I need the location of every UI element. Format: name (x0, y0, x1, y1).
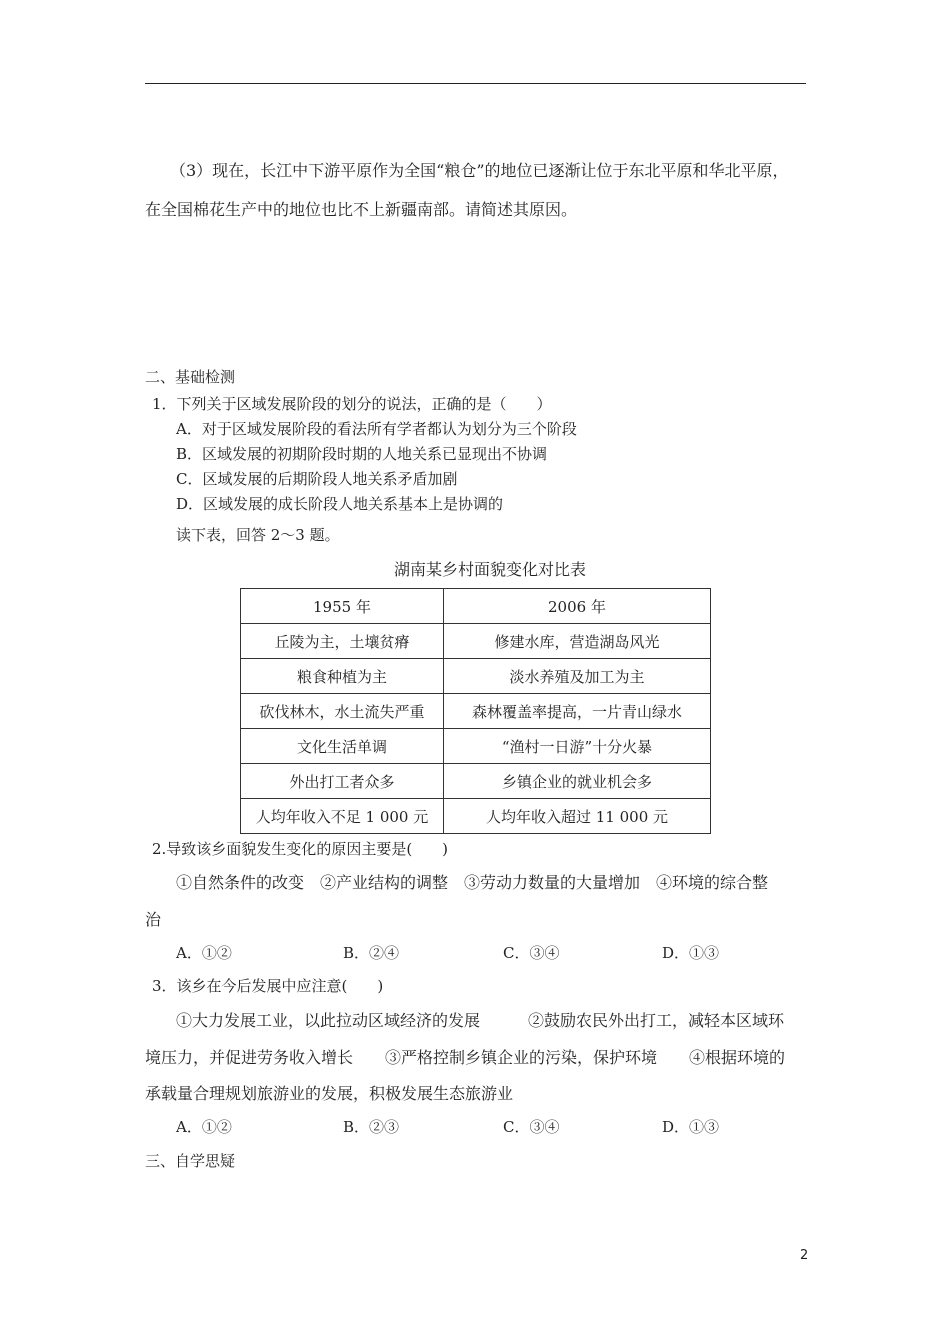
read-table-instruction: 读下表，回答 2～3 题。 (176, 526, 340, 544)
q2-option-d: D．①③ (662, 944, 720, 962)
q1-option-c: C．区域发展的后期阶段人地关系矛盾加剧 (176, 470, 458, 488)
table-cell: “渔村一日游”十分火暴 (444, 729, 711, 764)
q3-stem: 3．该乡在今后发展中应注意( ) (152, 977, 384, 995)
table-cell: 人均年收入超过 11 000 元 (444, 799, 711, 834)
comparison-table (240, 588, 711, 834)
q3-option-a: A．①② (176, 1118, 232, 1136)
section3-heading: 三、自学思疑 (145, 1152, 236, 1170)
table-cell: 外出打工者众多 (241, 764, 444, 799)
q2-option-a: A．①② (176, 944, 232, 962)
table-cell: 文化生活单调 (241, 729, 444, 764)
table-cell: 砍伐林木，水土流失严重 (241, 694, 444, 729)
table-title: 湖南某乡村面貌变化对比表 (394, 560, 587, 579)
header-rule (145, 83, 806, 84)
table-row (241, 659, 711, 694)
table-row (241, 764, 711, 799)
q1-option-d: D．区域发展的成长阶段人地关系基本上是协调的 (176, 495, 504, 513)
q2-option-b: B．②④ (343, 944, 400, 962)
q2-stem: 2.导致该乡面貌发生变化的原因主要是( ) (152, 840, 449, 858)
q3-option-d: D．①③ (662, 1118, 720, 1136)
q2-items-line1: ①自然条件的改变 ②产业结构的调整 ③劳动力数量的大量增加 ④环境的综合整 (176, 873, 769, 892)
table-cell: 淡水养殖及加工为主 (444, 659, 711, 694)
q1-option-b: B．区域发展的初期阶段时期的人地关系已显现出不协调 (176, 445, 548, 463)
section2-heading: 二、基础检测 (145, 368, 236, 386)
table-cell: 乡镇企业的就业机会多 (444, 764, 711, 799)
table-row (241, 694, 711, 729)
q3-items-line3: 承载量合理规划旅游业的发展，积极发展生态旅游业 (145, 1084, 514, 1103)
table-header-2006: 2006 年 (444, 589, 711, 624)
q3-items-line1: ①大力发展工业，以此拉动区域经济的发展 ②鼓励农民外出打工，减轻本区域环 (176, 1011, 785, 1030)
q3-option-c: C．③④ (503, 1118, 560, 1136)
q3-line2: 在全国棉花生产中的地位也比不上新疆南部。请简述其原因。 (145, 200, 578, 219)
table-row (241, 729, 711, 764)
table-cell: 森林覆盖率提高，一片青山绿水 (444, 694, 711, 729)
q3-line1: （3）现在，长江中下游平原作为全国“粮仓”的地位已逐渐让位于东北平原和华北平原， (170, 161, 789, 180)
q3-option-b: B．②③ (343, 1118, 400, 1136)
q1-option-a: A．对于区域发展阶段的看法所有学者都认为划分为三个阶段 (176, 420, 577, 438)
q2-option-c: C．③④ (503, 944, 560, 962)
table-cell: 修建水库，营造湖岛风光 (444, 624, 711, 659)
table-row (241, 799, 711, 834)
q3-items-line2: 境压力，并促进劳务收入增长 ③严格控制乡镇企业的污染，保护环境 ④根据环境的 (145, 1048, 786, 1067)
page-number: 2 (800, 1248, 809, 1263)
table-cell: 人均年收入不足 1 000 元 (241, 799, 444, 834)
q1-stem: 1．下列关于区域发展阶段的划分的说法，正确的是（ ） (152, 395, 552, 413)
q2-items-line2: 治 (145, 910, 162, 929)
table-cell: 粮食种植为主 (241, 659, 444, 694)
table-header-1955: 1955 年 (241, 589, 444, 624)
table-row (241, 624, 711, 659)
table-header-row (241, 589, 711, 624)
table-cell: 丘陵为主，土壤贫瘠 (241, 624, 444, 659)
